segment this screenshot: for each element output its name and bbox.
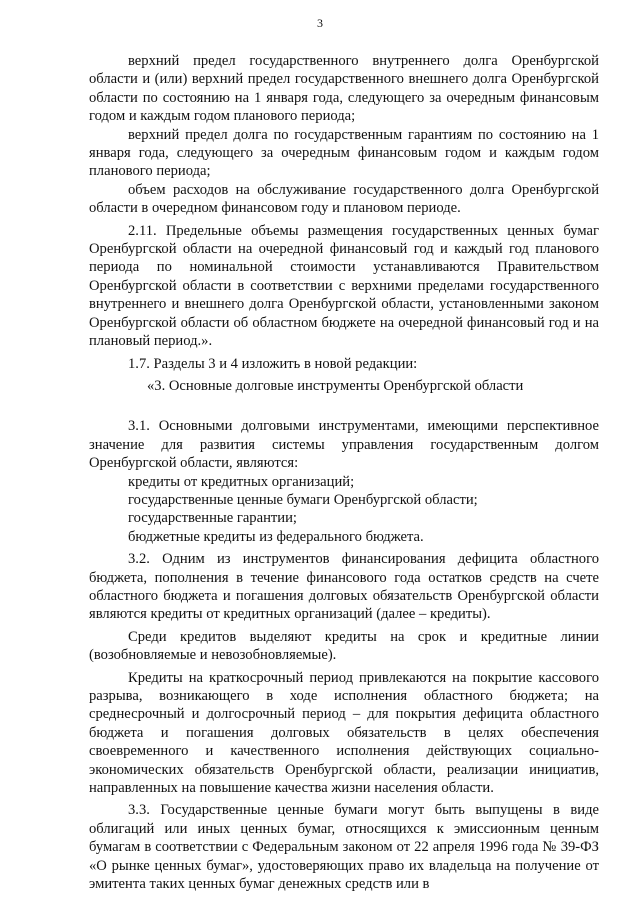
- paragraph-2-11: 2.11. Предельные объемы размещения государственных ценных бумаг Оренбургской области на очередной финансовый год и каждый год планового периода по номинальной стоимости устанавливаются Правительством Оренбургской области в соответствии с верхними пределами государственного внутреннего и внешнего долга Оренбургской области, установленными законом Оренбургской области об областном бюджете на очередной финансовый год и на плановый период.».: [89, 222, 599, 350]
- paragraph-debt-ceiling-internal-external: верхний предел государственного внутреннего долга Оренбургской области и (или) верхний предел государственного внешнего долга Оренбургской области по состоянию на 1 января года, следующего за очередным финансовым годом и каждым годом планового периода;: [89, 53, 599, 125]
- paragraph-debt-service-expenses: объем расходов на обслуживание государственного долга Оренбургской области в очередном финансовом году и плановом периоде.: [89, 181, 599, 217]
- document-body: [89, 52, 599, 893]
- list-item-securities: государственные ценные бумаги Оренбургской области;: [128, 491, 478, 508]
- paragraph-credit-periods: Кредиты на краткосрочный период привлекаются на покрытие кассового разрыва, возникающего в ходе исполнения областного бюджета; на среднесрочный и долгосрочный период – для покрытия дефицита областного бюджета и погашения долговых обязательств в целях обеспечения своевременного и качественного исполнения действующих социально-экономических обязательств Оренбургской области, реализации инициатив, направленных на повышение качества жизни населения области.: [89, 669, 599, 797]
- list-item-guarantees: государственные гарантии;: [128, 510, 297, 527]
- list-item-budget-credits: бюджетные кредиты из федерального бюджета.: [128, 528, 424, 545]
- paragraph-debt-ceiling-guarantees: верхний предел долга по государственным гарантиям по состоянию на 1 января года, следующего за очередным финансовым годом и каждым годом планового периода;: [89, 126, 599, 180]
- list-item-bank-credits: кредиты от кредитных организаций;: [128, 473, 355, 490]
- paragraph-3-1: 3.1. Основными долговыми инструментами, имеющими перспективное значение для развития системы управления государственным долгом Оренбургской области, являются:: [89, 418, 599, 472]
- page-number: 3: [317, 16, 323, 30]
- paragraph-1-7: 1.7. Разделы 3 и 4 изложить в новой редакции:: [128, 355, 418, 372]
- blank-line: [89, 395, 599, 413]
- section-3-heading: «3. Основные долговые инструменты Оренбургской области: [147, 377, 524, 394]
- paragraph-3-3: 3.3. Государственные ценные бумаги могут быть выпущены в виде облигаций или иных ценных бумаг, относящихся к эмиссионным ценным бумагам в соответствии с Федеральным законом от 22 апреля 1996 года № 39-ФЗ «О рынке ценных бумаг», удостоверяющих право их владельца на получение от эмитента таких ценных бумаг денежных средств или в: [89, 802, 599, 893]
- paragraph-credit-types: Среди кредитов выделяют кредиты на срок и кредитные линии (возобновляемые и невозобновляемые).: [89, 628, 599, 664]
- paragraph-3-2: 3.2. Одним из инструментов финансирования дефицита областного бюджета, пополнения в течение финансового года остатков средств на счете областного бюджета и погашения долговых обязательств Оренбургской области являются кредиты от кредитных организаций (далее – кредиты).: [89, 551, 599, 623]
